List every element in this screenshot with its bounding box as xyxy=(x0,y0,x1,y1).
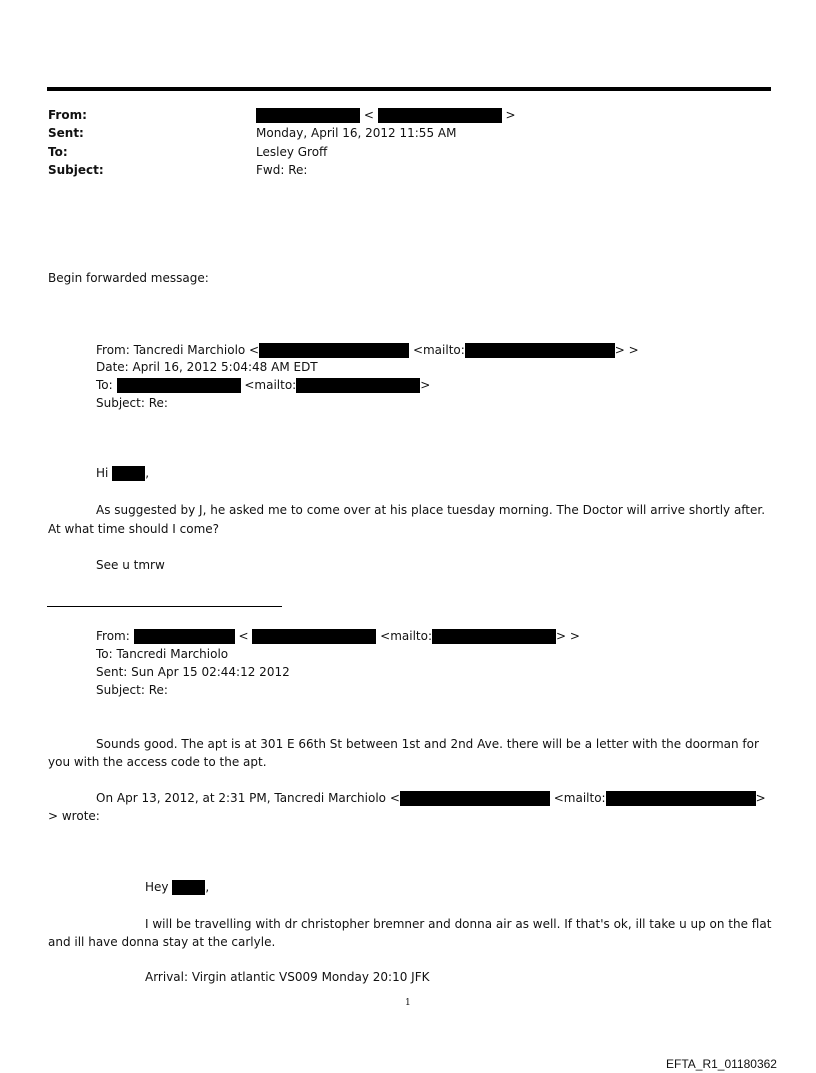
msg2-to-line: To: Tancredi Marchiolo xyxy=(96,647,229,661)
msg2-from-suffix: > > xyxy=(556,629,580,643)
msg1-to-suffix: > xyxy=(420,378,431,392)
forward-intro: Begin forwarded message: xyxy=(48,271,209,285)
msg2-from-open-bracket: < xyxy=(238,629,249,643)
msg1-body-line1: As suggested by J, he asked me to come over at his place tuesday morning. The Doctor will arrive shortly after. xyxy=(96,503,766,517)
separator-line xyxy=(47,606,282,607)
msg3-wrote-prefix: On Apr 13, 2012, at 2:31 PM, Tancredi Marchiolo < xyxy=(96,791,400,805)
msg1-mailto: <mailto: xyxy=(412,343,465,357)
msg1-date-line: Date: April 16, 2012 5:04:48 AM EDT xyxy=(96,360,318,374)
msg1-greeting xyxy=(96,466,149,481)
msg2-mailto: <mailto: xyxy=(380,629,433,643)
msg1-body-line2: At what time should I come? xyxy=(48,522,220,536)
redaction-block xyxy=(259,343,409,358)
msg3-body-line1: I will be travelling with dr christopher bremner and donna air as well. If that's ok, ill take u up on the flat xyxy=(145,917,772,931)
subject-value: Fwd: Re: xyxy=(256,163,308,177)
redaction-block xyxy=(606,791,756,806)
msg1-subject-line: Subject: Re: xyxy=(96,396,168,410)
msg2-from-line xyxy=(96,629,580,644)
msg3-arrival: Arrival: Virgin atlantic VS009 Monday 20:10 JFK xyxy=(145,970,430,984)
msg3-wrote-line xyxy=(96,791,766,806)
from-close-bracket: > xyxy=(505,108,516,122)
redaction-block xyxy=(465,343,615,358)
msg1-to-line xyxy=(96,378,430,393)
msg1-from-prefix: From: Tancredi Marchiolo < xyxy=(96,343,260,357)
msg3-greeting-comma: , xyxy=(205,880,210,894)
msg1-from-line xyxy=(96,343,639,358)
sent-value: Monday, April 16, 2012 11:55 AM xyxy=(256,126,457,140)
msg2-subject-line: Subject: Re: xyxy=(96,683,168,697)
page-number: 1 xyxy=(405,998,411,1008)
msg3-wrote-line2: > wrote: xyxy=(48,809,100,823)
subject-label: Subject: xyxy=(48,163,104,177)
msg1-to-mailto: <mailto: xyxy=(244,378,297,392)
msg3-close-bracket: > xyxy=(755,791,766,805)
top-rule xyxy=(47,87,771,91)
msg2-body-line1: Sounds good. The apt is at 301 E 66th St between 1st and 2nd Ave. there will be a letter with the doorman for xyxy=(96,737,759,751)
redaction-block xyxy=(400,791,550,806)
document-id-footer: EFTA_R1_01180362 xyxy=(666,1057,777,1071)
redaction-block xyxy=(134,629,235,644)
redaction-block xyxy=(112,466,145,481)
sent-label: Sent: xyxy=(48,126,84,140)
msg2-from-prefix: From: xyxy=(96,629,130,643)
from-label: From: xyxy=(48,108,87,122)
msg3-body-line2: and ill have donna stay at the carlyle. xyxy=(48,935,276,949)
msg1-greeting-comma: , xyxy=(145,466,150,480)
from-open-bracket: < xyxy=(363,108,374,122)
msg3-mailto: <mailto: xyxy=(553,791,606,805)
msg2-body-line2: you with the access code to the apt. xyxy=(48,755,267,769)
redaction-block xyxy=(378,108,502,123)
redaction-block xyxy=(256,108,360,123)
redaction-block xyxy=(252,629,376,644)
redaction-block xyxy=(172,880,205,895)
msg3-greeting xyxy=(145,880,209,895)
redaction-block xyxy=(117,378,241,393)
msg1-closing: See u tmrw xyxy=(96,558,165,572)
msg2-sent-line: Sent: Sun Apr 15 02:44:12 2012 xyxy=(96,665,290,679)
to-label: To: xyxy=(48,145,68,159)
redaction-block xyxy=(296,378,420,393)
msg1-greeting-word: Hi xyxy=(96,466,109,480)
msg1-to-prefix: To: xyxy=(96,378,113,392)
redaction-block xyxy=(432,629,556,644)
from-value xyxy=(256,108,516,123)
msg1-from-suffix: > > xyxy=(614,343,639,357)
msg3-greeting-word: Hey xyxy=(145,880,169,894)
to-value: Lesley Groff xyxy=(256,145,328,159)
